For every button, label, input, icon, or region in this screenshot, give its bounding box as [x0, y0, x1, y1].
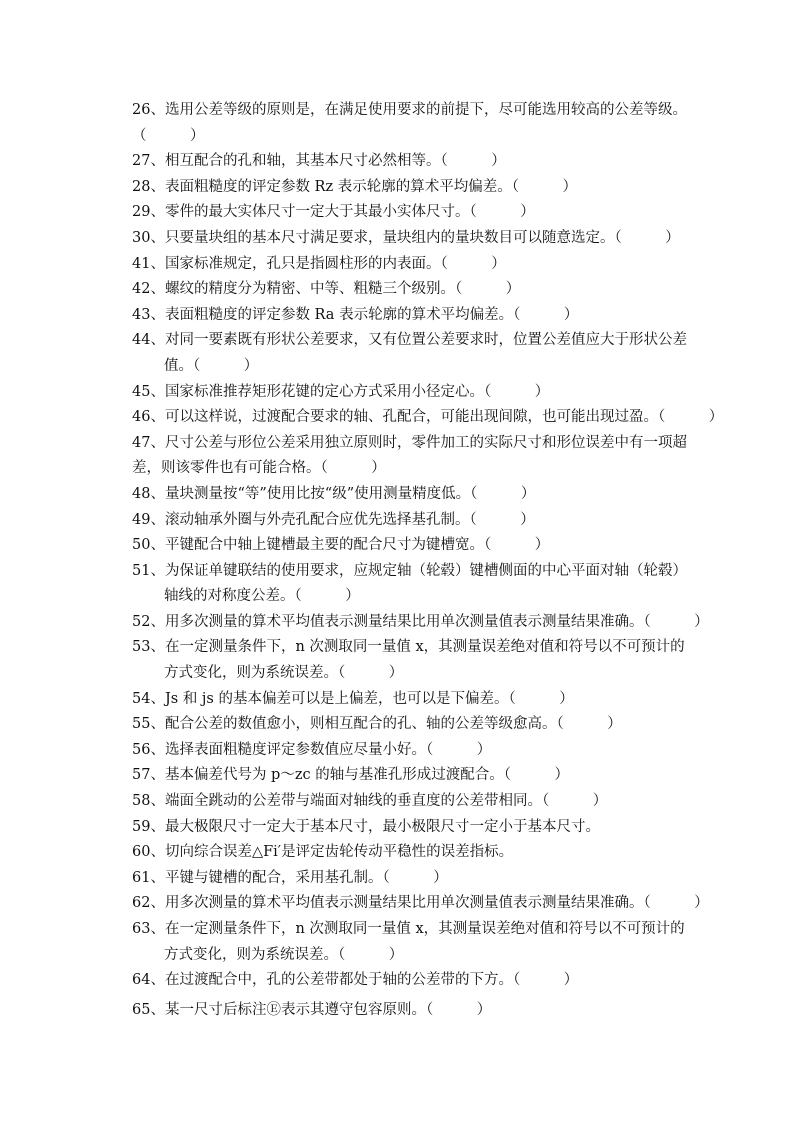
question-number: 62、	[132, 895, 165, 912]
question-continuation: （ ）	[132, 127, 205, 144]
question-continuation: 方式变化，则为系统误差。（ ）	[164, 946, 404, 963]
question-44	[132, 328, 762, 354]
question-number: 57、	[132, 767, 165, 784]
question-number: 48、	[132, 485, 165, 502]
question-text: 可以这样说，过渡配合要求的轴、孔配合，可能出现间隙，也可能出现过盈。（ ）	[164, 409, 724, 426]
question-text: 某一尺寸后标注Ⓔ表示其遵守包容原则。（ ）	[164, 1001, 492, 1018]
question-61	[132, 866, 762, 892]
question-text: 螺纹的精度分为精密、中等、粗糙三个级别。（ ）	[164, 281, 521, 298]
question-text: 用多次测量的算术平均值表示测量结果比用单次测量值表示测量结果准确。（ ）	[164, 613, 709, 630]
question-30	[132, 226, 762, 252]
question-text: 滚动轴承外圈与外壳孔配合应优先选择基孔制。（ ）	[164, 511, 535, 528]
question-text: 量块测量按“等”使用比按“级”使用测量精度低。（ ）	[164, 485, 536, 502]
question-number: 56、	[132, 741, 165, 758]
question-text: 平键配合中轴上键槽最主要的配合尺寸为键槽宽。（ ）	[164, 537, 550, 554]
question-continuation: 值。（ ）	[164, 357, 259, 374]
question-number: 28、	[132, 178, 165, 195]
question-number: 65、	[132, 1001, 165, 1018]
question-number: 30、	[132, 229, 165, 246]
question-text: 最大极限尺寸一定大于基本尺寸，最小极限尺寸一定小于基本尺寸。	[164, 818, 600, 835]
question-number: 46、	[132, 409, 165, 426]
question-number: 41、	[132, 255, 165, 272]
question-number: 29、	[132, 204, 165, 221]
question-number: 45、	[132, 383, 165, 400]
question-text: 只要量块组的基本尺寸满足要求，量块组内的量块数目可以随意选定。（ ）	[164, 229, 680, 246]
question-continuation: 差，则该零件也有可能合格。（ ）	[132, 460, 386, 477]
question-continuation: 轴线的对称度公差。（ ）	[164, 588, 360, 605]
question-27	[132, 149, 762, 175]
question-number: 54、	[132, 690, 165, 707]
question-62	[132, 891, 762, 917]
question-number: 55、	[132, 716, 165, 733]
question-text: 零件的最大实体尺寸一定大于其最小实体尺寸。（ ）	[164, 204, 535, 221]
question-text: 相互配合的孔和轴，其基本尺寸必然相等。（ ）	[164, 153, 506, 170]
question-number: 61、	[132, 869, 165, 886]
question-53	[132, 635, 762, 661]
question-number: 49、	[132, 511, 165, 528]
question-52	[132, 610, 762, 636]
question-number: 42、	[132, 281, 165, 298]
question-49	[132, 508, 762, 534]
question-number: 50、	[132, 537, 165, 554]
question-55	[132, 712, 762, 738]
question-58	[132, 789, 762, 815]
question-26	[132, 98, 762, 124]
question-number: 51、	[132, 562, 165, 579]
question-text: 用多次测量的算术平均值表示测量结果比用单次测量值表示测量结果准确。（ ）	[164, 895, 709, 912]
question-text: 对同一要素既有形状公差要求，又有位置公差要求时，位置公差值应大于形状公差	[164, 332, 687, 349]
question-number: 44、	[132, 332, 165, 349]
question-number: 60、	[132, 844, 165, 861]
question-64	[132, 968, 762, 994]
question-41	[132, 252, 762, 278]
question-number: 59、	[132, 818, 165, 835]
question-57	[132, 763, 762, 789]
question-47	[132, 431, 762, 457]
question-29	[132, 200, 762, 226]
question-number: 53、	[132, 639, 165, 656]
question-number: 64、	[132, 972, 165, 989]
question-text: 切向综合误差△Fi′是评定齿轮传动平稳性的误差指标。	[164, 844, 514, 861]
question-text: 基本偏差代号为 p～zc 的轴与基准孔形成过渡配合。（ ）	[164, 767, 569, 784]
question-text: 平键与键槽的配合，采用基孔制。（ ）	[164, 869, 448, 886]
question-text: 表面粗糙度的评定参数 Rz 表示轮廓的算术平均偏差。（ ）	[164, 178, 577, 195]
question-number: 47、	[132, 434, 165, 451]
question-51	[132, 559, 762, 585]
question-43	[132, 303, 762, 329]
question-text: 表面粗糙度的评定参数 Ra 表示轮廓的算术平均偏差。（ ）	[164, 306, 579, 323]
question-54	[132, 687, 762, 713]
question-list	[132, 98, 762, 1023]
question-continuation: 方式变化，则为系统误差。（ ）	[164, 665, 404, 682]
question-text: 尺寸公差与形位公差采用独立原则时，零件加工的实际尺寸和形位误差中有一项超	[164, 434, 687, 451]
question-text: 选择表面粗糙度评定参数值应尽量小好。（ ）	[164, 741, 492, 758]
question-number: 52、	[132, 613, 165, 630]
question-28	[132, 175, 762, 201]
question-45	[132, 380, 762, 406]
question-46	[132, 405, 762, 431]
question-text: 国家标准规定，孔只是指圆柱形的内表面。（ ）	[164, 255, 506, 272]
question-50	[132, 533, 762, 559]
question-42	[132, 277, 762, 303]
question-text: 在一定测量条件下，n 次测取同一量值 x，其测量误差绝对值和符号以不可预计的	[164, 921, 685, 937]
question-60	[132, 840, 762, 866]
question-text: 为保证单键联结的使用要求，应规定轴（轮毂）键槽侧面的中心平面对轴（轮毂）	[164, 562, 687, 579]
question-text: 选用公差等级的原则是，在满足使用要求的前提下，尽可能选用较高的公差等级。	[164, 102, 687, 118]
question-text: 端面全跳动的公差带与端面对轴线的垂直度的公差带相同。（ ）	[164, 793, 608, 810]
question-text: 在一定测量条件下，n 次测取同一量值 x，其测量误差绝对值和符号以不可预计的	[164, 639, 685, 656]
question-63	[132, 917, 762, 943]
question-48	[132, 482, 762, 508]
question-59	[132, 815, 762, 841]
question-65	[132, 998, 762, 1024]
question-text: Js 和 js 的基本偏差可以是上偏差，也可以是下偏差。（ ）	[164, 690, 574, 707]
question-number: 26、	[132, 102, 165, 118]
question-number: 58、	[132, 793, 165, 810]
question-text: 配合公差的数值愈小，则相互配合的孔、轴的公差等级愈高。（ ）	[164, 716, 622, 733]
question-56	[132, 738, 762, 764]
question-number: 63、	[132, 921, 165, 937]
question-number: 43、	[132, 306, 165, 323]
question-text: 国家标准推荐矩形花键的定心方式采用小径定心。（ ）	[164, 383, 550, 400]
question-number: 27、	[132, 153, 165, 170]
question-text: 在过渡配合中，孔的公差带都处于轴的公差带的下方。（ ）	[164, 972, 579, 989]
